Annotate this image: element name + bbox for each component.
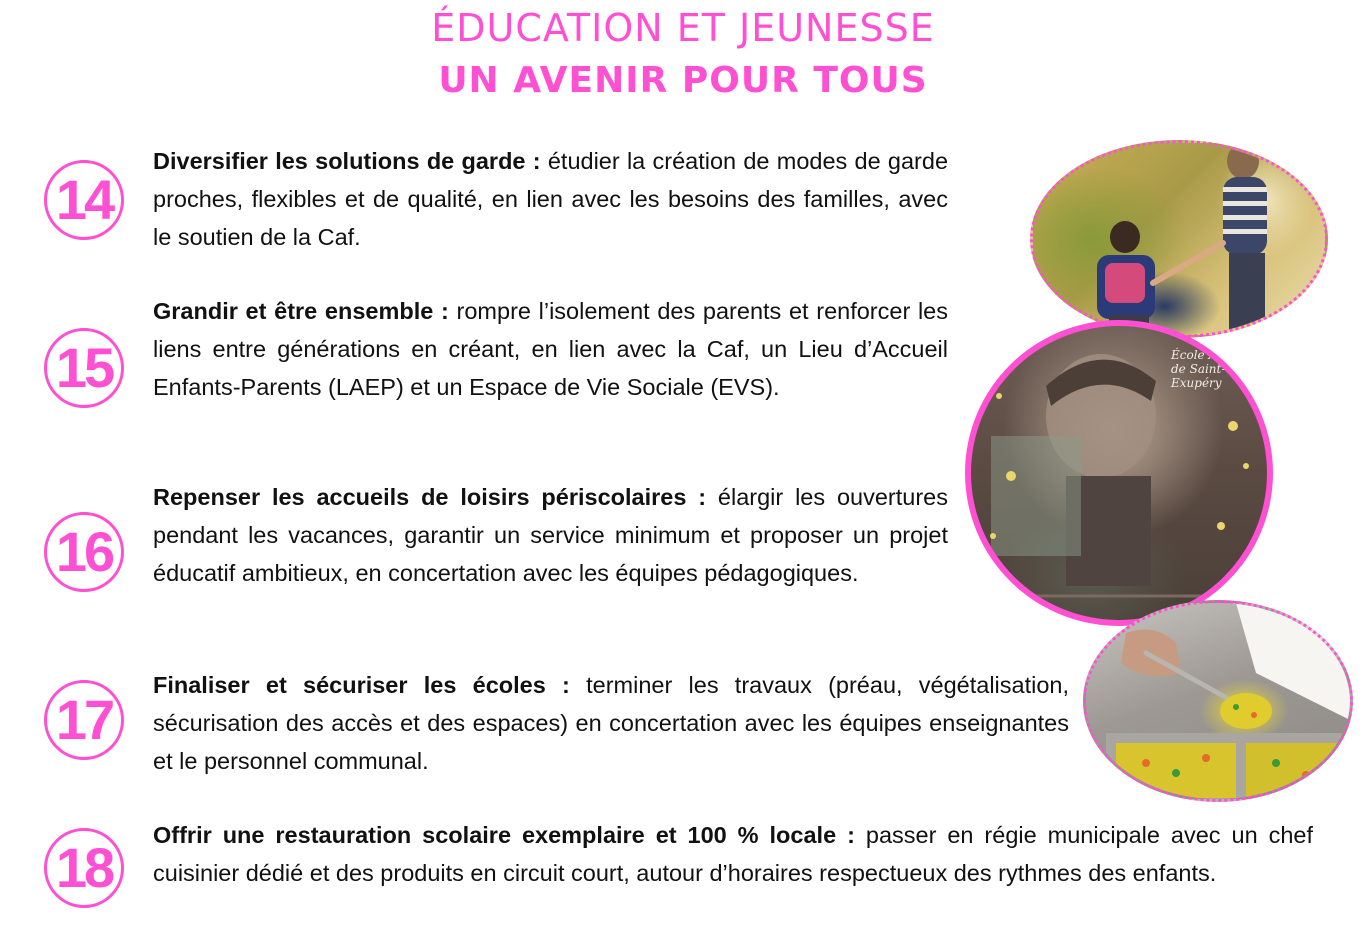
parent-child-illustration <box>1033 143 1328 338</box>
item-text: terminer les travaux (préau, végétalisation, sécurisation des accès et des espaces) en concertation avec les équipes enseignantes et le personnel communal. <box>153 672 1070 774</box>
item-heading: Finaliser et sécuriser les écoles : <box>153 672 570 698</box>
item-text: étudier la création de modes de garde proches, flexibles et de qualité, en lien avec les besoins des familles, avec le soutien de la Caf. <box>153 148 949 250</box>
school-sign: École Antoine de Saint-Exupéry <box>1171 348 1256 390</box>
school-canteen-food-photo <box>1083 600 1353 802</box>
number-badge-17 <box>44 680 124 760</box>
badge-number: 18 <box>55 836 113 899</box>
number-badge-16 <box>44 512 124 592</box>
parent-child-walking-photo <box>1030 140 1328 338</box>
number-badge-14 <box>44 160 124 240</box>
item-text: élargir les ouvertures pendant les vacances, garantir un service minimum et proposer un projet éducatif ambitieux, en concertation avec les équipes pédagogiques. <box>153 484 948 586</box>
canteen-illustration <box>1086 603 1353 802</box>
page-title: ÉDUCATION ET JEUNESSE <box>431 6 935 50</box>
badge-number: 14 <box>55 168 113 231</box>
page-subtitle: UN AVENIR POUR TOUS <box>438 60 928 101</box>
item-heading: Diversifier les solutions de garde : <box>153 148 541 174</box>
list-item <box>153 292 948 406</box>
badge-number: 17 <box>55 688 113 751</box>
item-text: passer en régie municipale avec un chef cuisinier dédié et des produits en circuit court, autour d’horaires respectueux des rythmes des enfants. <box>153 822 1313 886</box>
badge-number: 15 <box>55 336 113 399</box>
item-heading: Grandir et être ensemble : <box>153 298 449 324</box>
list-item <box>153 478 948 592</box>
number-badge-15 <box>44 328 124 408</box>
item-heading: Offrir une restauration scolaire exemplaire et 100 % locale : <box>153 822 855 848</box>
badge-number: 16 <box>55 520 113 583</box>
number-badge-18 <box>44 828 124 908</box>
item-text: rompre l’isolement des parents et renforcer les liens entre générations en créant, en lien avec la Caf, un Lieu d’Accueil Enfants-Parents (LAEP) et un Espace de Vie Sociale (EVS). <box>153 298 948 400</box>
list-item <box>153 142 948 256</box>
school-portrait-mural-photo <box>965 320 1273 626</box>
list-item <box>153 666 1069 780</box>
list-item <box>153 816 1313 892</box>
item-heading: Repenser les accueils de loisirs périscolaires : <box>153 484 707 510</box>
